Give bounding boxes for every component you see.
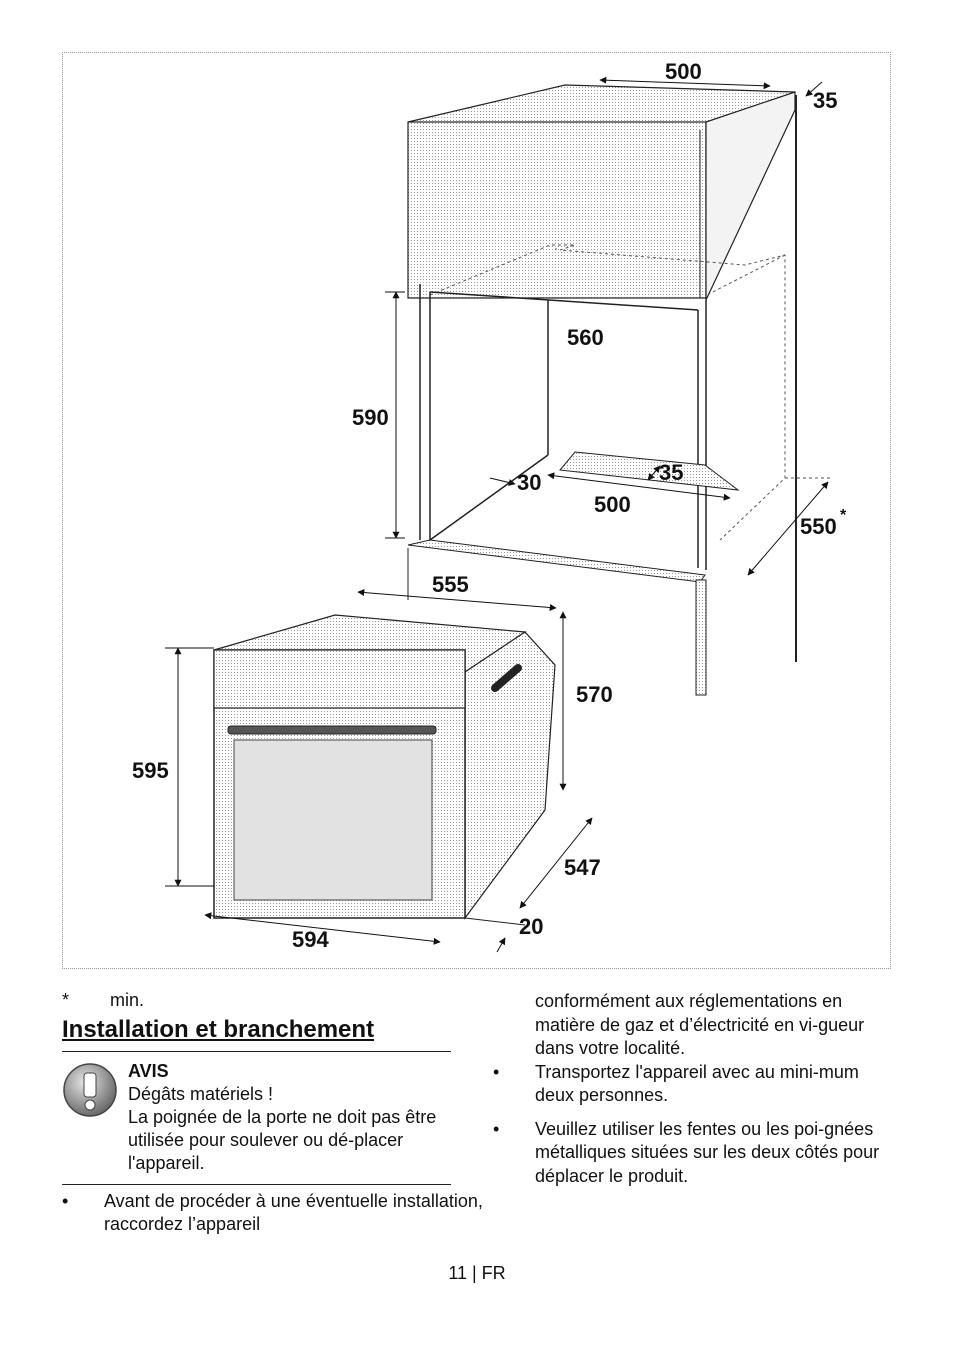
- cabinet-top: [408, 85, 795, 300]
- dim-front-width: 594: [292, 927, 329, 952]
- dim-depth-mark: *: [840, 507, 847, 524]
- notice-heading: AVIS: [128, 1061, 169, 1081]
- bullet-marker: •: [493, 1118, 500, 1139]
- dim-inner-depth: 560: [567, 325, 604, 350]
- right-column: [493, 990, 893, 1188]
- dim-oven-width: 555: [432, 572, 469, 597]
- footnote: [62, 990, 144, 1011]
- dim-bottom-width: 500: [594, 492, 631, 517]
- bullet-marker: •: [62, 1191, 69, 1211]
- warning-exclamation-icon: [62, 1062, 118, 1118]
- bullet-text: Avant de procéder à une éventuelle installation, raccordez l’appareil: [104, 1191, 483, 1234]
- notice-rule: [62, 1184, 451, 1185]
- notice-line2: La poignée de la porte ne doit pas être utilisée pour soulever ou dé-placer l'appareil.: [128, 1107, 437, 1173]
- dim-top-gap: 35: [813, 88, 838, 113]
- list-item: [493, 1061, 893, 1108]
- footnote-text: min.: [110, 990, 145, 1010]
- list-item: [493, 1118, 893, 1189]
- notice-line1: Dégâts matériels !: [128, 1084, 274, 1104]
- oven: [214, 615, 555, 925]
- dim-oven-depth: 547: [564, 855, 601, 880]
- dim-front-height: 595: [132, 758, 169, 783]
- bullet-marker: •: [493, 1061, 500, 1082]
- page-number: 11 | FR: [448, 1263, 506, 1283]
- dim-depth: 550: [800, 514, 837, 539]
- door-handle-icon: [228, 726, 436, 734]
- bullet-text: Transportez l'appareil avec au mini-mum deux personnes.: [535, 1061, 859, 1105]
- notice-box: [128, 1060, 458, 1175]
- title-rule: [62, 1051, 451, 1052]
- dim-oven-height: 570: [576, 682, 613, 707]
- dim-height: 590: [352, 405, 389, 430]
- bullet-text: Veuillez utiliser les fentes ou les poi-gnées métalliques situées sur les deux côtés pour déplacer le produit.: [535, 1118, 880, 1186]
- continuation-text: conformément aux réglementations en matière de gaz et d’électricité en vi-gueur dans votre localité.: [535, 991, 865, 1058]
- dim-rear-gap: 35: [659, 460, 684, 485]
- footnote-marker: *: [62, 990, 70, 1010]
- dim-front-depth: 20: [519, 914, 544, 939]
- section-title: Installation et branchement: [62, 1016, 375, 1043]
- list-item: [62, 1190, 484, 1236]
- dim-side-gap: 30: [517, 470, 542, 495]
- dim-top-width: 500: [665, 59, 702, 84]
